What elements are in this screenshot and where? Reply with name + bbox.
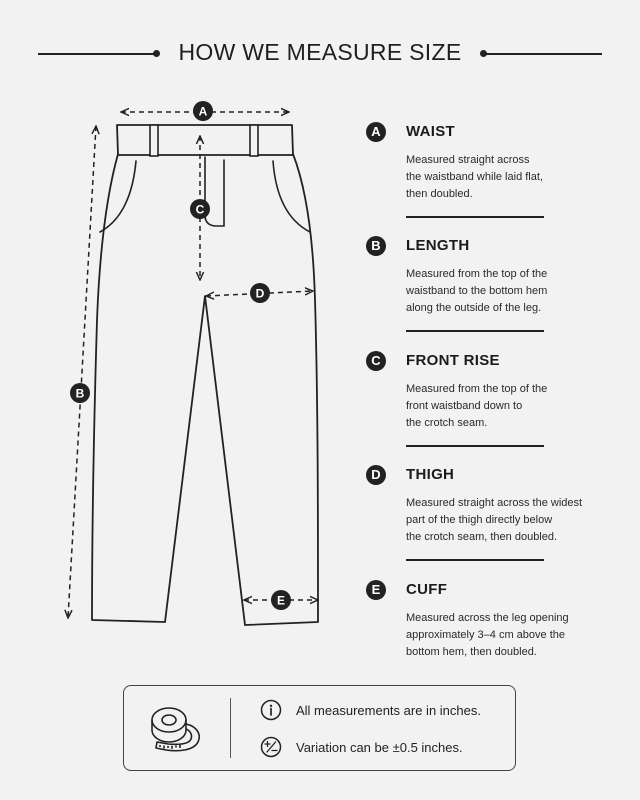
waist-description-line: Measured straight across: [406, 154, 530, 166]
thigh-description-line: the crotch seam, then doubled.: [406, 531, 558, 543]
pants-diagram: [0, 0, 360, 680]
pants-outline: [92, 154, 318, 625]
length-description: [406, 266, 606, 317]
length-badge-letter: B: [75, 386, 85, 401]
front-rise-heading: FRONT RISE: [406, 352, 500, 369]
plus-minus-icon: [260, 736, 282, 758]
front-rise-letter-badge: C: [366, 351, 386, 371]
thigh-description-line: part of the thigh directly below: [406, 514, 553, 526]
cuff-letter-badge: E: [366, 580, 386, 600]
unit-note: All measurements are in inches.: [296, 703, 481, 718]
title-rule-right: [484, 53, 602, 55]
cuff-badge-letter: E: [276, 593, 286, 608]
length-description-line: Measured from the top of the: [406, 268, 548, 280]
info-icon: [260, 699, 282, 721]
tape-measure-icon: [144, 700, 206, 758]
cuff-description-line: Measured across the leg opening: [406, 612, 569, 624]
belt-loop-right: [250, 125, 258, 156]
variation-note: Variation can be ±0.5 inches.: [296, 740, 463, 755]
front-rise-divider: [406, 445, 544, 447]
waist-description: [406, 152, 606, 203]
waist-description-line: the waistband while laid flat,: [406, 171, 543, 183]
waistband: [117, 125, 293, 155]
length-letter-badge: B: [366, 236, 386, 256]
length-divider: [406, 330, 544, 332]
front-rise-description-line: front waistband down to: [406, 400, 523, 412]
info-box: [123, 685, 516, 771]
page-title: HOW WE MEASURE SIZE: [178, 39, 462, 65]
waist-heading: WAIST: [406, 123, 455, 140]
waist-letter-badge: A: [366, 122, 386, 142]
waist-divider: [406, 216, 544, 218]
length-description-line: along the outside of the leg.: [406, 302, 542, 314]
cuff-description-line: approximately 3–4 cm above the: [406, 629, 565, 641]
length-description-line: waistband to the bottom hem: [406, 285, 548, 297]
front-rise-description-line: Measured from the top of the: [406, 383, 548, 395]
cuff-heading: CUFF: [406, 581, 448, 598]
length-heading: LENGTH: [406, 237, 470, 254]
thigh-badge-letter: D: [255, 286, 265, 301]
thigh-description: [406, 495, 606, 546]
waist-badge-letter: A: [198, 104, 208, 119]
front-rise-description: [406, 381, 606, 432]
rise-badge-letter: C: [195, 202, 205, 217]
waist-description-line: then doubled.: [406, 188, 473, 200]
info-separator: [230, 698, 231, 758]
thigh-description-line: Measured straight across the widest: [406, 497, 583, 509]
thigh-divider: [406, 559, 544, 561]
belt-loop-left: [150, 125, 158, 156]
cuff-description-line: bottom hem, then doubled.: [406, 646, 537, 658]
cuff-description: [406, 610, 606, 661]
thigh-letter-badge: D: [366, 465, 386, 485]
front-rise-description-line: the crotch seam.: [406, 417, 488, 429]
thigh-heading: THIGH: [406, 466, 455, 483]
